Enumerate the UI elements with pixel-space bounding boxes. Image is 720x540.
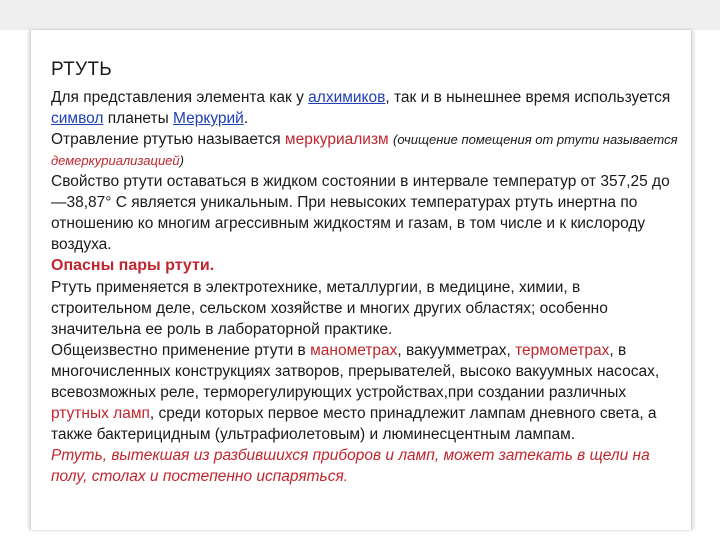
note-text: (очищение помещения от ртути называется <box>393 132 678 147</box>
text-segment: планеты <box>103 110 174 127</box>
text-segment: Для представления элемента как у <box>51 89 309 106</box>
paragraph-devices <box>51 340 681 445</box>
text-segment: , так и в нынешнее время используется <box>385 89 671 106</box>
warning-heading: Опасны пары ртути. <box>51 257 215 274</box>
link-symbol[interactable]: символ <box>51 110 104 127</box>
paragraph-applications: Ртуть применяется в электротехнике, металлургии, в медицине, химии, в строительном деле, сельском хозяйстве и многих других областях; особенно значительна ее роль в лабораторной практике. <box>51 279 608 338</box>
link-mercury-planet[interactable]: Меркурий <box>173 110 244 127</box>
term-manometers: манометрах <box>310 342 398 359</box>
top-band <box>0 0 720 30</box>
term-mercurialism: меркуриализм <box>284 131 389 148</box>
paragraph-properties: Свойство ртути оставаться в жидком состоянии в интервале температур от 357,25 до —38,87° С является уникальным. При невысоких температурах ртуть инертна по отношению ко многим агрессивным жидкостям и газам, в том числе и к кислороду воздуха. <box>51 173 670 253</box>
note-text: ) <box>179 153 184 168</box>
text-segment: Отравление ртутью называется <box>51 131 285 148</box>
term-demercurization: демеркуриализацией <box>51 153 180 168</box>
paragraph-symbol <box>51 87 681 129</box>
text-segment: , в многочисленных конструкциях затворов, прерывателей, высоко вакуумных насосах, всевозможных реле, терморегулирующих устройствах,при создании различных <box>51 342 660 401</box>
text-segment: , среди которых первое место принадлежит лампам дневного света, а также бактерицидным (ультрафиолетовым) и люминесцентным лампам. <box>51 405 657 443</box>
link-alchemists[interactable]: алхимиков <box>308 89 386 106</box>
text-segment: . <box>243 110 249 127</box>
paragraph-spill-warning: Ртуть, вытекшая из разбившихся приборов и ламп, может затекать в щели на полу, столах и постепенно испаряться. <box>51 447 650 485</box>
term-thermometers: термометрах <box>515 342 610 359</box>
term-mercury-lamps: ртутных ламп <box>51 405 150 422</box>
slide-content <box>51 57 681 487</box>
slide-title: РТУТЬ <box>51 59 113 80</box>
paragraph-poisoning <box>51 129 681 171</box>
text-segment: Общеизвестно применение ртути в <box>51 342 311 359</box>
text-segment: , вакуумметрах, <box>397 342 516 359</box>
